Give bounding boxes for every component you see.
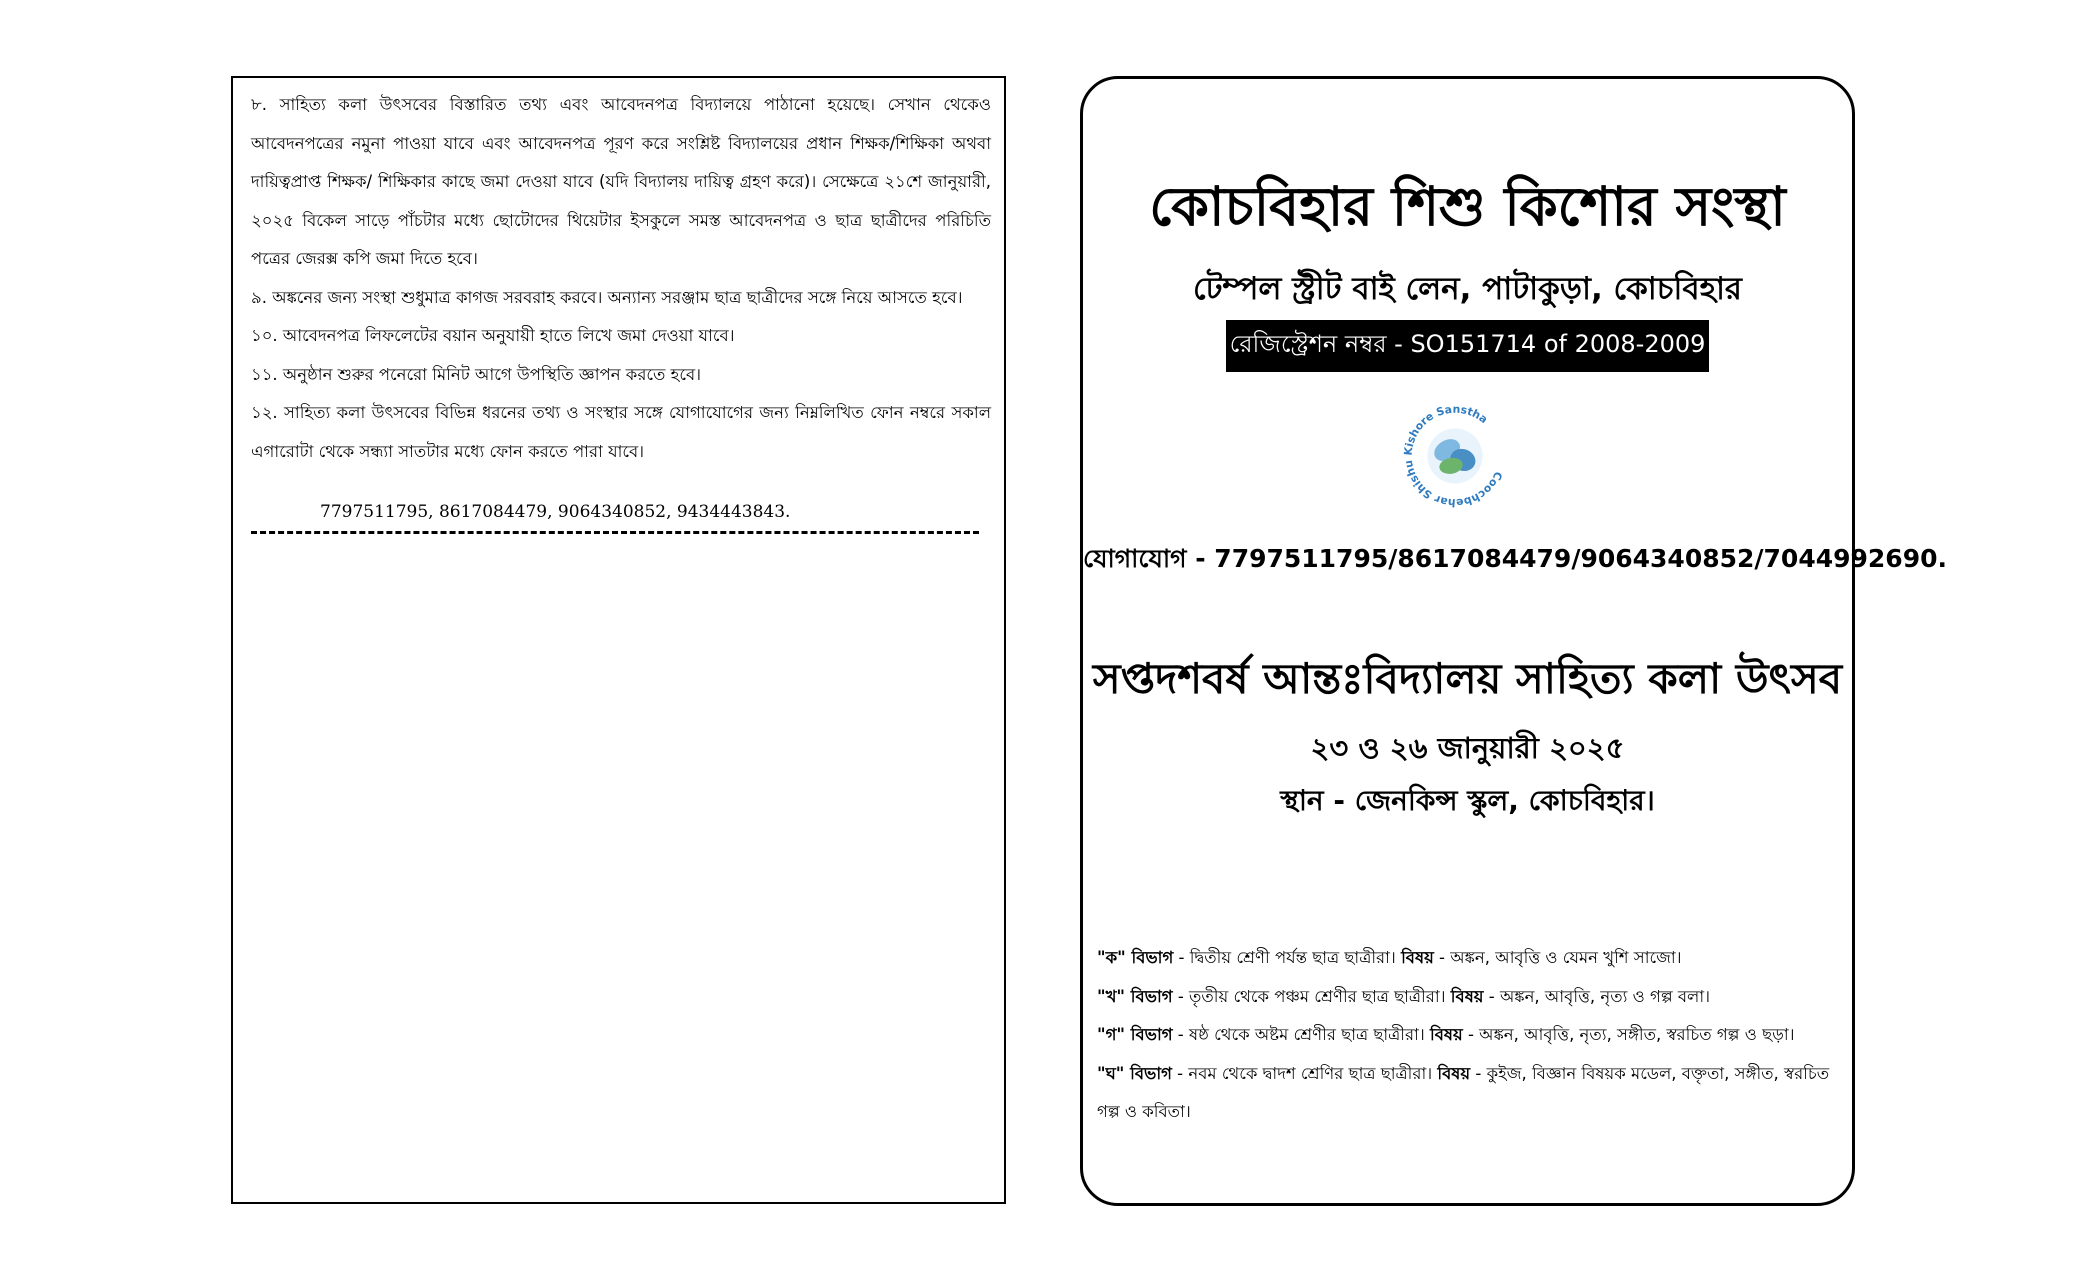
division-row [1097,978,1847,1017]
dashed-divider [251,531,979,534]
division-row [1097,1055,1847,1132]
division-label: "গ" বিভাগ [1097,1025,1173,1044]
contact-numbers: যোগাযোগ - 7797511795/8617084479/9064340852/7044992690. [1083,544,1947,573]
registration-number: রেজিস্ট্রেশন নম্বর - SO151714 of 2008-2009 [1226,320,1710,372]
rule-item: ১২. সাহিত্য কলা উৎসবের বিভিন্ন ধরনের তথ্য ও সংস্থার সঙ্গে যোগাযোগের জন্য নিম্নলিখিত ফোন নম্বরে সকাল এগারোটা থেকে সন্ধ্যা সাতটার মধ্যে ফোন করতে পারা যাবে। [251,403,991,461]
left-page [231,76,1006,1204]
divisions-list [1097,939,1847,1132]
division-label: "ঘ" বিভাগ [1097,1063,1172,1083]
division-label: "খ" বিভাগ [1097,986,1173,1006]
organization-logo [1396,397,1514,515]
division-group: - নবম থেকে দ্বাদশ শ্রেণির ছাত্র ছাত্রীরা। [1171,1063,1438,1083]
event-dates: ২৩ ও ২৬ জানুয়ারী ২০২৫ [1310,731,1625,765]
division-label: "ক" বিভাগ [1097,948,1174,967]
logo-text: Coochbehar Shishu Kishore Sanstha [1401,402,1505,510]
registration-badge [1083,320,1852,372]
division-row [1097,1016,1847,1055]
event-title: সপ্তদশবর্ষ আন্তঃবিদ্যালয় সাহিত্য কলা উৎসব [1092,654,1843,703]
division-subjects: - অঙ্কন, আবৃত্তি, নৃত্য, সঙ্গীত, স্বরচিত গল্প ও ছড়া। [1462,1025,1795,1044]
division-subjects: - অঙ্কন, আবৃত্তি ও যেমন খুশি সাজো। [1433,948,1682,967]
division-subjects: - কুইজ, বিজ্ঞান বিষয়ক মডেল, বক্তৃতা, সঙ্গীত, স্বরচিত গল্প ও কবিতা। [1097,1063,1830,1121]
subject-label: বিষয় [1450,986,1484,1006]
event-venue: স্থান - জেনকিন্স স্কুল, কোচবিহার। [1280,784,1655,817]
organization-name: কোচবিহার শিশু কিশোর সংস্থা [1149,175,1786,238]
rule-item: ১১. অনুষ্ঠান শুরুর পনেরো মিনিট আগে উপস্থিতি জ্ঞাপন করতে হবে। [251,364,702,384]
rule-item: ১০. আবেদনপত্র লিফলেটের বয়ান অনুযায়ী হাতে লিখে জমা দেওয়া যাবে। [251,326,735,345]
division-subjects: - অঙ্কন, আবৃত্তি, নৃত্য ও গল্প বলা। [1483,986,1711,1006]
organization-address: টেম্পল স্ট্রীট বাই লেন, পাটাকুড়া, কোচবিহার [1193,271,1742,307]
rule-item: ৯. অঙ্কনের জন্য সংস্থা শুধুমাত্র কাগজ সরবরাহ করবে। অন্যান্য সরঞ্জাম ছাত্র ছাত্রীদের সঙ্গে নিয়ে আসতে হবে। [251,287,963,307]
division-group: - তৃতীয় থেকে পঞ্চম শ্রেণীর ছাত্র ছাত্রীরা। [1172,986,1451,1006]
division-group: - ষষ্ঠ থেকে অষ্টম শ্রেণীর ছাত্র ছাত্রীরা। [1172,1025,1430,1044]
cover-page [1080,76,1947,1206]
subject-label: বিষয় [1401,948,1434,967]
division-group: - দ্বিতীয় শ্রেণী পর্যন্ত ছাত্র ছাত্রীরা। [1173,948,1402,967]
phone-numbers: 7797511795, 8617084479, 9064340852, 9434443843. [320,502,791,522]
subject-label: বিষয় [1429,1025,1463,1044]
division-row [1097,939,1847,978]
rule-item: ৮. সাহিত্য কলা উৎসবের বিস্তারিত তথ্য এবং আবেদনপত্র বিদ্যালয়ে পাঠানো হয়েছে। সেখান থেকেও আবেদনপত্রের নমুনা পাওয়া যাবে এবং আবেদনপত্র পূরণ করে সংশ্লিষ্ট বিদ্যালয়ের প্রধান শিক্ষক/শিক্ষিকা অথবা দায়িত্বপ্রাপ্ত শিক্ষক/ শিক্ষিকার কাছে জমা দেওয়া যাবে (যদি বিদ্যালয় দায়িত্ব গ্রহণ করে)। সেক্ষেত্রে ২১শে জানুয়ারী, ২০২৫ বিকেল সাড়ে পাঁচটার মধ্যে ছোটোদের থিয়েটার ইসকুলে সমস্ত আবেদনপত্র ও ছাত্র ছাত্রীদের পরিচিতি পত্রের জেরক্স কপি জমা দিতে হবে। [251,95,991,268]
rules-list [251,86,991,471]
subject-label: বিষয় [1437,1063,1471,1083]
